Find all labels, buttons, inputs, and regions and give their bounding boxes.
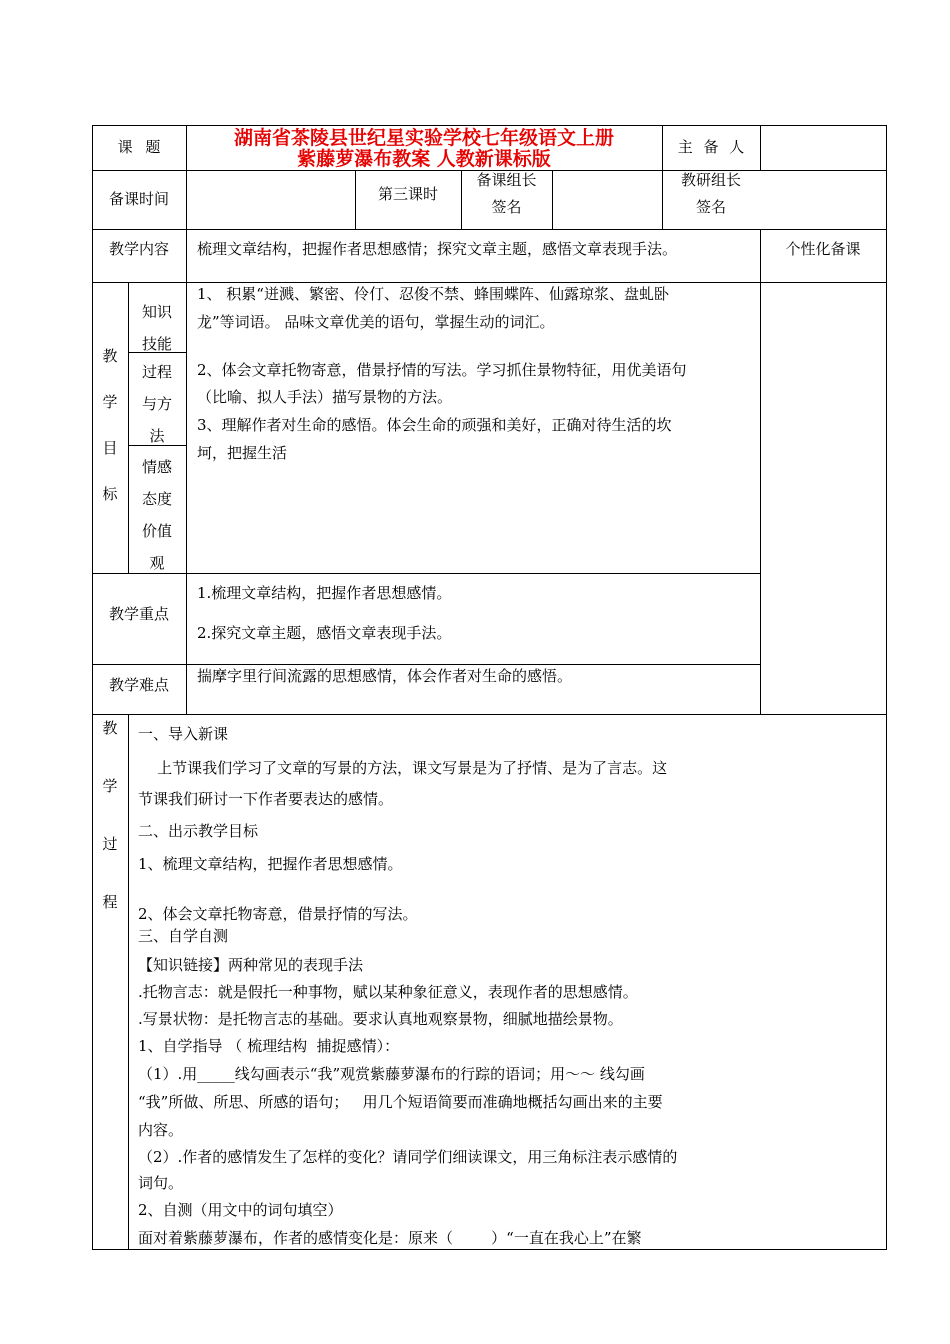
label-difficulty: 教学难点 xyxy=(108,676,169,694)
label-key-points: 教学重点 xyxy=(108,605,169,623)
lesson-title-line2: 紫藤萝瀑布教案 人教新课标版 xyxy=(297,148,551,170)
label-personal-prep: 个性化备课 xyxy=(785,240,861,258)
process-line: 2、体会文章托物寄意，借景抒情的写法。 xyxy=(138,905,418,923)
process-line: 一、导入新课 xyxy=(138,725,229,743)
process-line: 词句。 xyxy=(138,1174,184,1192)
lesson-title-line1: 湖南省茶陵县世纪星实验学校七年级语文上册 xyxy=(233,127,614,149)
table-border-top xyxy=(92,125,887,126)
process-line: 2、自测（用文中的词句填空） xyxy=(138,1201,343,1219)
label-teaching-content: 教学内容 xyxy=(108,240,169,258)
col-divider-label xyxy=(186,125,187,715)
label-teaching-process: 教 学 过 程 xyxy=(102,719,118,911)
process-line: “我”所做、所思、所感的语句； 用几个短语简要而准确地概括勾画出来的主要 xyxy=(138,1093,663,1111)
process-line: .托物言志：就是假托一种事物，赋以某种象征意义，表现作者的思想感情。 xyxy=(138,983,638,1001)
process-line: 面对着紫藤萝瀑布，作者的感情变化是：原来（ ）“一直在我心上”在繁 xyxy=(138,1229,642,1247)
table-border-bottom xyxy=(92,1249,887,1250)
label-research-leader-line1: 教研组长 xyxy=(680,171,741,189)
row-divider-5 xyxy=(92,664,760,665)
label-topic: 课 题 xyxy=(117,138,161,156)
goal-sub-emotion: 情感 态度 价值 观 xyxy=(141,458,172,572)
goal-line: 1、 积累“迸溅、繁密、伶仃、忍俊不禁、蜂围蝶阵、仙露琼浆、盘虬卧 xyxy=(197,285,669,303)
row-divider-3 xyxy=(92,282,887,283)
label-group-leader-line2: 签名 xyxy=(491,198,522,216)
process-line: 1、自学指导 （ 梳理结构 捕捉感情）： xyxy=(138,1037,400,1055)
goal-line: 2、体会文章托物寄意，借景抒情的写法。学习抓住景物特征，用优美语句 xyxy=(197,361,687,379)
lesson-number: 第三课时 xyxy=(377,185,438,203)
goal-line: 3、理解作者对生命的感悟。体会生命的顽强和美好，正确对待生活的坎 xyxy=(197,416,672,434)
key-point-item: 2.探究文章主题，感悟文章表现手法。 xyxy=(197,624,452,642)
process-line: （2）.作者的感情发生了怎样的变化？请同学们细读课文，用三角标注表示感情的 xyxy=(138,1148,678,1166)
row-divider-6 xyxy=(92,714,887,715)
process-line: 节课我们研讨一下作者要表达的感情。 xyxy=(138,790,394,808)
process-line: 三、自学自测 xyxy=(138,927,229,945)
goal-line: （比喻、拟人手法）描写景物的方法。 xyxy=(197,388,453,406)
goal-line: 坷，把握生活 xyxy=(197,444,288,462)
process-line: （1）.用_____线勾画表示“我”观赏紫藤萝瀑布的行踪的语词；用～～ 线勾画 xyxy=(138,1065,645,1083)
key-point-item: 1.梳理文章结构，把握作者思想感情。 xyxy=(197,584,452,602)
difficulty-text: 揣摩字里行间流露的思想感情，体会作者对生命的感悟。 xyxy=(197,667,573,685)
goal-sub-process: 过程 与方 法 xyxy=(141,363,172,445)
col-divider-personal xyxy=(760,229,761,715)
process-line: 【知识链接】两种常见的表现手法 xyxy=(138,956,364,974)
table-border-right xyxy=(886,125,887,1250)
label-lead-preparer: 主 备 人 xyxy=(677,138,745,156)
process-line: 二、出示教学目标 xyxy=(138,822,259,840)
col-divider-process xyxy=(128,714,129,1250)
goal-line: 龙”等词语。 品味文章优美的语句，掌握生动的词汇。 xyxy=(197,313,555,331)
process-line: .写景状物：是托物言志的基础。要求认真地观察景物，细腻地描绘景物。 xyxy=(138,1010,623,1028)
label-prep-time: 备课时间 xyxy=(108,190,169,208)
row-divider-2 xyxy=(92,229,887,230)
label-research-leader-line2: 签名 xyxy=(695,198,726,216)
process-line: 上节课我们学习了文章的写景的方法，课文写景是为了抒情、是为了言志。这 xyxy=(138,759,668,777)
process-line: 内容。 xyxy=(138,1121,184,1139)
label-teaching-goals: 教 学 目 标 xyxy=(102,347,118,503)
col-divider-group-sign xyxy=(552,170,553,229)
row-divider-4 xyxy=(92,573,760,574)
col-divider-lead-value xyxy=(760,125,761,171)
teaching-content-text: 梳理文章结构，把握作者思想感情；探究文章主题，感悟文章表现手法。 xyxy=(197,240,678,258)
label-group-leader-line1: 备课组长 xyxy=(476,171,537,189)
goal-sub-knowledge: 知识 技能 xyxy=(141,303,172,353)
process-line: 1、梳理文章结构，把握作者思想感情。 xyxy=(138,855,403,873)
